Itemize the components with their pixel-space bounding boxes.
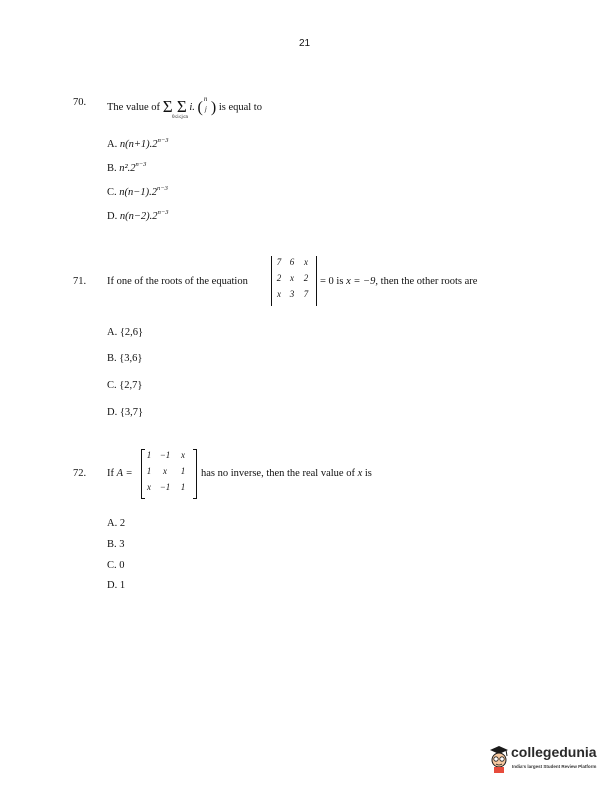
matrix-cell: −1 bbox=[159, 450, 171, 460]
q71-equals-zero: = 0 is bbox=[320, 276, 344, 287]
matrix-cell: x bbox=[181, 450, 185, 460]
question-71-prefix: If one of the roots of the equation bbox=[107, 276, 248, 287]
q70-option-a: A. $n(n+1).2^{n-3}$ bbox=[107, 137, 169, 150]
matrix-cell: x bbox=[147, 482, 151, 492]
binom-bottom: j bbox=[204, 104, 207, 113]
q71-option-c: C. {2,7} bbox=[107, 380, 143, 391]
det-cell: 2 bbox=[276, 273, 282, 283]
question-72-tail bbox=[201, 468, 372, 479]
q72-option-d: D. 1 bbox=[107, 580, 126, 591]
det-cell: 7 bbox=[276, 257, 282, 267]
matrix-cell: 1 bbox=[180, 482, 186, 492]
q72-suffix2: is bbox=[364, 468, 372, 479]
question-70-number: 70. bbox=[73, 97, 87, 108]
binomial bbox=[203, 94, 211, 115]
q72-option-a: A. 2 bbox=[107, 518, 126, 529]
matrix-cell: 1 bbox=[146, 450, 152, 460]
question-70-text bbox=[107, 95, 262, 115]
sigma-symbol: Σ Σ bbox=[162, 97, 187, 116]
det-right-bar bbox=[316, 256, 317, 306]
logo-tagline: India's largest Student Review Platform bbox=[512, 764, 597, 769]
q72-option-c: C. 0 bbox=[107, 560, 125, 571]
matrix-right-bracket bbox=[193, 449, 197, 499]
page-number: 21 bbox=[299, 38, 311, 49]
matrix-cell: 1 bbox=[180, 466, 186, 476]
det-cell: 2 bbox=[303, 273, 309, 283]
question-70-i: i. bbox=[189, 102, 195, 113]
q71-option-d: D. {3,7} bbox=[107, 407, 144, 418]
q72-var-a: A = bbox=[116, 468, 133, 479]
q70-option-d: D. $n(n-2).2^{n-3}$ bbox=[107, 209, 169, 222]
collegedunia-logo bbox=[488, 744, 598, 778]
binom-close-paren: ) bbox=[210, 99, 217, 116]
logo-wordmark: collegedunia bbox=[511, 744, 597, 760]
q71-suffix: , then the other roots are bbox=[375, 276, 478, 287]
det-cell: 7 bbox=[303, 289, 309, 299]
question-70-prefix: The value of bbox=[107, 102, 161, 113]
question-71-tail bbox=[320, 276, 477, 287]
q70-option-c: C. $n(n-1).2^{n-3}$ bbox=[107, 185, 168, 198]
q72-if: If bbox=[107, 468, 114, 479]
sum-subscript: 0≤i≤j≤n bbox=[172, 115, 189, 120]
mascot-icon bbox=[488, 744, 510, 774]
det-cell: x bbox=[304, 257, 308, 267]
question-72-number: 72. bbox=[73, 468, 87, 479]
q72-option-b: B. 3 bbox=[107, 539, 125, 550]
q72-suffix: has no inverse, then the real value of bbox=[201, 468, 355, 479]
question-71-number: 71. bbox=[73, 276, 87, 287]
matrix-cell: 1 bbox=[146, 466, 152, 476]
q72-var-x: x bbox=[357, 468, 363, 479]
q71-option-b: B. {3,6} bbox=[107, 353, 143, 364]
q70-option-b: B. $n^2.2^{n-3}$ bbox=[107, 161, 147, 174]
question-72-prefix bbox=[107, 468, 133, 479]
matrix-cell: x bbox=[163, 466, 167, 476]
q71-option-a: A. {2,6} bbox=[107, 327, 144, 338]
det-left-bar bbox=[271, 256, 272, 306]
binom-open-paren: ( bbox=[197, 99, 203, 116]
det-cell: 6 bbox=[289, 257, 295, 267]
det-cell: 3 bbox=[289, 289, 295, 299]
matrix-cell: −1 bbox=[159, 482, 171, 492]
det-cell: x bbox=[290, 273, 294, 283]
binom-top: n bbox=[203, 94, 208, 103]
q71-root: x = −9 bbox=[346, 276, 376, 287]
question-70-suffix: is equal to bbox=[218, 102, 262, 113]
det-cell: x bbox=[277, 289, 281, 299]
